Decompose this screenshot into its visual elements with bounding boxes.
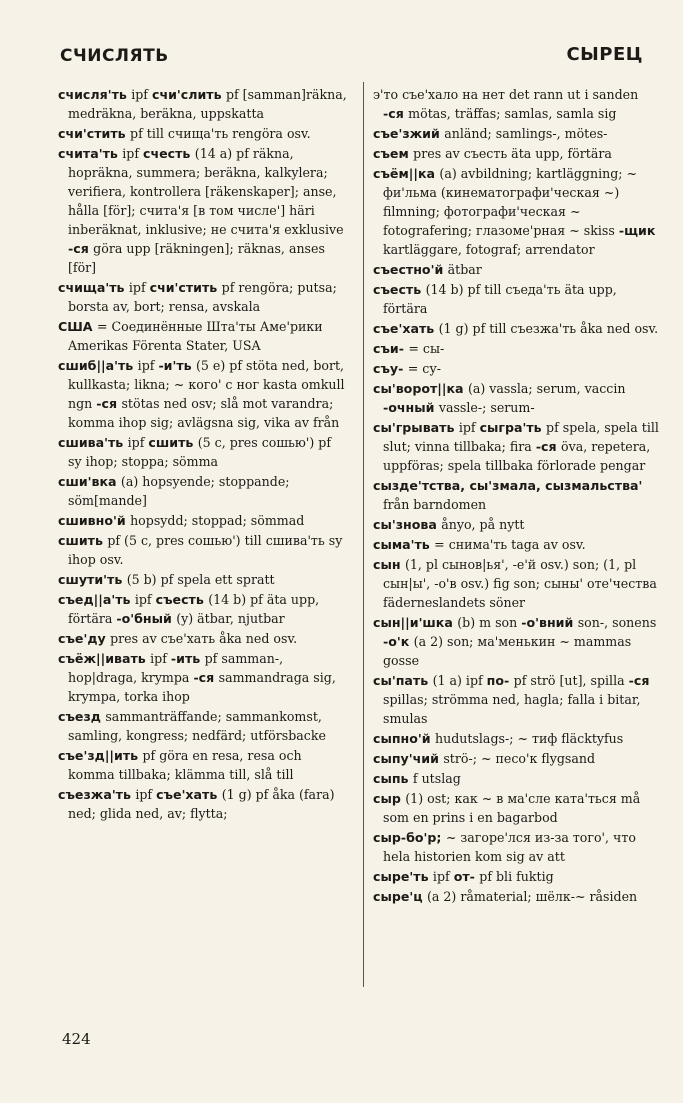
dictionary-entry — [58, 278, 348, 316]
dictionary-entry — [58, 356, 348, 432]
entry-headword: съе'зд||ить — [58, 748, 143, 763]
dictionary-entry — [373, 789, 660, 827]
entry-headword: сын||и'шка — [373, 615, 458, 630]
entry-text: ipf — [131, 87, 152, 102]
entry-headword: счи'слить — [151, 87, 226, 102]
entry-headword: съёж||ивать — [58, 651, 151, 666]
entry-headword: сшить — [58, 533, 108, 548]
entry-headword: -ся — [535, 439, 561, 454]
dictionary-entry — [373, 769, 660, 788]
entry-headword: -и'ть — [158, 358, 196, 373]
dictionary-entry — [373, 729, 660, 748]
dictionary-entry — [373, 144, 660, 163]
dictionary-entry — [58, 746, 348, 784]
entry-headword: по- — [486, 673, 514, 688]
entry-headword: съестно'й — [373, 262, 448, 277]
entry-headword: съе'зжий — [373, 126, 445, 141]
entry-text: (5 b) pf spela ett spratt — [126, 572, 275, 587]
entry-headword: от- — [453, 869, 480, 884]
dictionary-entry — [373, 828, 660, 866]
entry-text: (1 g) pf till съезжа'ть åka ned osv. — [438, 321, 659, 336]
entry-text: ipf — [134, 592, 156, 607]
entry-headword: сызде'тства, сы'змала, сызмальства' — [373, 478, 643, 493]
entry-text: pf göra en resa, resa och komma tillbaka; klämma till, slå till — [68, 748, 302, 782]
entry-text: (5 c, pres сошью') pf sy ihop; stoppa; sömma — [68, 435, 331, 469]
entry-headword: сыпно'й — [373, 731, 435, 746]
column-divider — [363, 82, 364, 987]
entry-headword: сыре'ц — [373, 889, 427, 904]
entry-headword: -ся — [383, 106, 409, 121]
entry-headword: -о'бный — [116, 611, 177, 626]
entry-text: vassle-; serum- — [438, 400, 535, 415]
entry-headword: сыпу'чий — [373, 751, 444, 766]
entry-headword: США — [58, 319, 97, 334]
entry-text: = су- — [407, 361, 442, 376]
entry-headword: счисля'ть — [58, 87, 132, 102]
dictionary-entry — [373, 418, 660, 475]
entry-text: stötas ned osv; slå mot varandra; komma ihop sig; avlägsna sig, vika av från — [68, 396, 340, 430]
entry-text: ipf — [137, 358, 159, 373]
entry-text: anländ; samlings-, mötes- — [444, 126, 608, 141]
dictionary-entry — [373, 515, 660, 534]
entry-text: (1 a) ipf — [432, 673, 487, 688]
entry-text: ipf — [122, 146, 144, 161]
entry-text: (a 2) son; ма'менькин ~ mammas gosse — [383, 634, 632, 668]
page-number: 424 — [62, 1030, 91, 1048]
entry-text: = снима'ть taga av osv. — [434, 537, 586, 552]
entry-text: pf spela, spela till slut; vinna tillbaka; fira — [383, 420, 659, 454]
running-header-left: СЧИСЛЯТЬ — [60, 46, 169, 66]
entry-text: mötas, träffas; samlas, samla sig — [408, 106, 617, 121]
dictionary-entry — [373, 867, 660, 886]
dictionary-entry — [373, 887, 660, 906]
dictionary-entry — [373, 164, 660, 259]
entry-text: ätbar — [447, 262, 482, 277]
entry-headword: -ся — [628, 673, 650, 688]
dictionary-entry — [373, 379, 660, 417]
entry-headword: сшить — [148, 435, 198, 450]
dictionary-entry — [58, 511, 348, 530]
dictionary-entry — [58, 433, 348, 471]
entry-headword: сшива'ть — [58, 435, 128, 450]
dictionary-entry — [58, 649, 348, 706]
entry-headword: -о'вний — [521, 615, 578, 630]
entry-headword: съе'ду — [58, 631, 111, 646]
entry-headword: сшивно'й — [58, 513, 131, 528]
entry-text: (1) ost; как ~ в ма'сле ката'ться må som en prins i en bagarbod — [383, 791, 641, 825]
entry-text: (5 e) pf stöta ned, bort, kullkasta; likna; ~ кого' с ног kasta omkull ngn — [68, 358, 345, 411]
entry-headword: -очный — [383, 400, 439, 415]
entry-headword: сы'грывать — [373, 420, 459, 435]
entry-text: ånyo, på nytt — [441, 517, 525, 532]
entry-text: öva, repetera, uppföras; spela tillbaka förlorade pengar — [383, 439, 651, 473]
entry-headword: -ся — [68, 241, 94, 256]
entry-text: (b) m son — [457, 615, 522, 630]
entry-headword: счища'ть — [58, 280, 129, 295]
entry-text: son-, sonens — [577, 615, 657, 630]
entry-text: från barndomen — [383, 497, 487, 512]
entry-text: (a 2) råmaterial; шёлк-~ råsiden — [427, 889, 638, 904]
entry-text: strö-; ~ песо'к flygsand — [443, 751, 596, 766]
dictionary-entry — [373, 749, 660, 768]
entry-headword: съу- — [373, 361, 408, 376]
entry-headword: съем — [373, 146, 414, 161]
running-header-right: СЫРЕЦ — [566, 44, 643, 65]
entry-text: pres av съесть äta upp, förtära — [413, 146, 612, 161]
dictionary-entry — [58, 590, 348, 628]
entry-text: sammanträffande; sammankomst, samling, kongress; nedfärd; utförsbacke — [68, 709, 326, 743]
entry-text: göra upp [räkningen]; räknas, anses [för] — [68, 241, 325, 275]
entry-headword: сыпь — [373, 771, 413, 786]
entry-headword: сшути'ть — [58, 572, 127, 587]
entry-text: ipf — [128, 280, 150, 295]
right-column — [373, 85, 660, 907]
entry-headword: счита'ть — [58, 146, 123, 161]
entry-headword: -ся — [193, 670, 219, 685]
entry-text: pf [samman]räkna, medräkna, beräkna, uppskatta — [68, 87, 347, 121]
entry-headword: сшиб||а'ть — [58, 358, 138, 373]
dictionary-entry — [58, 124, 348, 143]
dictionary-entry — [58, 707, 348, 745]
entry-text: ipf — [458, 420, 480, 435]
entry-text: (1 g) pf åka (fara) ned; glida ned, av; flytta; — [68, 787, 335, 821]
entry-headword: съи- — [373, 341, 409, 356]
entry-text: (y) ätbar, njutbar — [176, 611, 285, 626]
dictionary-entry — [373, 359, 660, 378]
entry-headword: съесть — [155, 592, 209, 607]
dictionary-entry — [58, 144, 348, 277]
entry-headword: сы'пать — [373, 673, 433, 688]
dictionary-entry — [58, 629, 348, 648]
dictionary-entry — [373, 260, 660, 279]
entry-text: f utslag — [412, 771, 461, 786]
dictionary-entry — [58, 531, 348, 569]
entry-text: ipf — [135, 787, 157, 802]
dictionary-entry — [58, 570, 348, 589]
dictionary-entry — [58, 785, 348, 823]
entry-text: pf samman-, hop|draga, krympa — [68, 651, 284, 685]
dictionary-entry — [58, 85, 348, 123]
entry-text: pf rengöra; putsa; borsta av, bort; rensa, avskala — [68, 280, 337, 314]
entry-headword: счи'стить — [149, 280, 222, 295]
entry-text: pf strö [ut], spilla — [513, 673, 629, 688]
entry-headword: сыре'ть — [373, 869, 433, 884]
entry-text: (14 b) pf äta upp, förtära — [68, 592, 320, 626]
entry-text: (a) hopsyende; stoppande; söm[mande] — [68, 474, 290, 508]
entry-text: pres av съе'хать åka ned osv. — [110, 631, 298, 646]
entry-headword: сыгра'ть — [479, 420, 547, 435]
entry-headword: сын — [373, 557, 405, 572]
entry-headword: съесть — [373, 282, 426, 297]
entry-headword: съезд — [58, 709, 106, 724]
entry-text: kartläggare, fotograf; arrendator — [383, 242, 595, 257]
dictionary-entry — [373, 319, 660, 338]
entry-headword: сы'знова — [373, 517, 442, 532]
entry-text: spillas; strömma ned, hagla; falla i bitar, smulas — [383, 692, 641, 726]
entry-headword: съе'хать — [156, 787, 222, 802]
entry-text: = Соединённые Шта'ты Аме'рики Amerikas Förenta Stater, USA — [68, 319, 323, 353]
entry-text: = сы- — [408, 341, 445, 356]
entry-text: (1, pl сынов|ья', -е'й osv.) son; (1, pl сын|ы', -о'в osv.) fig son; сыны' оте'чества fäderneslandets söner — [383, 557, 657, 610]
dictionary-entry — [373, 555, 660, 612]
dictionary-entry — [373, 85, 660, 123]
entry-text: ~ загоре'лся из-за того', что hela historien kom sig av att — [383, 830, 636, 864]
dictionary-entry — [58, 472, 348, 510]
entry-headword: сыр — [373, 791, 406, 806]
entry-text: (a) vassla; serum, vaccin — [467, 381, 626, 396]
entry-headword: счи'стить — [58, 126, 131, 141]
entry-text: ipf — [127, 435, 149, 450]
entry-headword: -о'к — [383, 634, 414, 649]
entry-headword: съём||ка — [373, 166, 440, 181]
entry-text: pf (5 c, pres сошью') till сшива'ть sy ihop osv. — [68, 533, 343, 567]
entry-text: pf till счища'ть rengöra osv. — [130, 126, 311, 141]
entry-text: sammandraga sig, krympa, torka ihop — [68, 670, 336, 704]
entry-text: э'то съе'хало на нет det rann ut i sanden — [373, 87, 639, 102]
dictionary-entry — [373, 535, 660, 554]
entry-text: hudutslags-; ~ тиф fläcktyfus — [434, 731, 624, 746]
entry-headword: съед||а'ть — [58, 592, 135, 607]
entry-text: ipf — [150, 651, 171, 666]
dictionary-entry — [373, 613, 660, 670]
entry-text: hopsydd; stoppad; sömmad — [130, 513, 305, 528]
dictionary-entry — [373, 339, 660, 358]
entry-text: ipf — [432, 869, 454, 884]
entry-headword: сыр-бо'р; — [373, 830, 446, 845]
entry-headword: сши'вка — [58, 474, 121, 489]
left-column — [58, 85, 348, 824]
entry-text: (a) avbildning; kartläggning; ~ фи'льма (кинематографи'ческая ~) filmning; фотографи'ческая ~ fotografering; глазоме'рная ~ skiss — [383, 166, 638, 238]
dictionary-entry — [373, 476, 660, 514]
entry-headword: счесть — [143, 146, 195, 161]
entry-headword: -щик — [618, 223, 656, 238]
dictionary-entry — [373, 280, 660, 318]
entry-headword: -ить — [170, 651, 205, 666]
entry-text: pf bli fuktig — [479, 869, 554, 884]
entry-headword: -ся — [96, 396, 122, 411]
dictionary-entry — [373, 671, 660, 728]
entry-text: (14 b) pf till съеда'ть äta upp, förtära — [383, 282, 617, 316]
entry-headword: сы'ворот||ка — [373, 381, 468, 396]
dictionary-entry — [58, 317, 348, 355]
entry-headword: сыма'ть — [373, 537, 435, 552]
entry-headword: съе'хать — [373, 321, 439, 336]
entry-headword: съезжа'ть — [58, 787, 136, 802]
entry-text: (14 a) pf räkna, hopräkna, summera; beräkna, kalkylera; verifiera, kontrollera [räkenskaper]; anse, hålla [för]; счита'я [в том числе'] häri inberäknat, inklusive; не счита'я exklusive — [68, 146, 344, 237]
dictionary-entry — [373, 124, 660, 143]
